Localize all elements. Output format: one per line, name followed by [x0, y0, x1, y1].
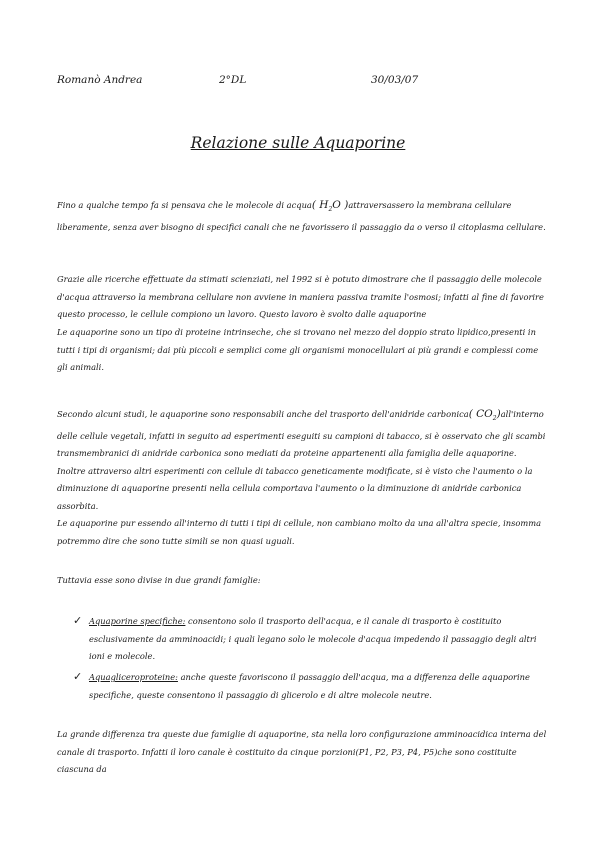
bullet-text: consentono solo il trasporto dell'acqua, e il canale di trasporto è costituito esclusivamente da amminoacidi; i quali legano solo le molecole d'acqua impedendo il passaggio degli altri ioni e molecole. [89, 616, 537, 662]
water-formula [311, 199, 349, 214]
list-item [73, 669, 544, 704]
bullet-term: Aquagliceroproteine: [89, 672, 178, 682]
document-title: Relazione sulle Aquaporine [190, 134, 406, 152]
paragraph-intro-text-a: Fino a qualche tempo fa si pensava che le molecole di acqua [57, 200, 312, 210]
water-formula-sub: 2 [328, 206, 333, 214]
paragraph-co2-text-a: Secondo alcuni studi, le aquaporine sono responsabili anche del trasporto dell'anidride carbonica [57, 409, 469, 419]
co2-formula-pre: ( CO [468, 408, 493, 420]
class-label: 2°DL [219, 74, 247, 86]
co2-formula-post: ) [496, 408, 501, 420]
co2-formula [468, 408, 501, 423]
bullet-text: anche queste favoriscono il passaggio dell'acqua, ma a differenza delle aquaporine specifiche, queste consentono il passaggio di glicerolo e di altre molecole neutre. [89, 672, 530, 700]
paragraph-intro-text-b: attraversassero la membrana cellulare liberamente, senza aver bisogno di specifici canali che ne favorissero il passaggio da o verso il citoplasma cellulare. [57, 200, 546, 232]
paragraph-similarity: Le aquaporine pur essendo all'interno di tutti i tipi di cellule, non cambiano molto da una all'altra specie, insomma potremmo dire che sono tutte simili se non quasi uguali. [57, 518, 542, 546]
paragraph-families: Tuttavia esse sono divise in due grandi famiglie: [57, 575, 261, 585]
paragraph-research: Grazie alle ricerche effettuate da stimati scienziati, nel 1992 si è potuto dimostrare che il passaggio delle molecole d'acqua attraverso la membrana cellulare non avviene in maniera passiva tramite l'osmosi; infatti al fine di favorire questo processo, le cellule compiono un lavoro. Questo lavoro è svolto dalle aquaporine [57, 274, 544, 320]
paragraph-intro [57, 197, 547, 236]
water-formula-pre: ( H [311, 199, 329, 211]
water-formula-post: O ) [332, 199, 349, 211]
paragraph-definition: Le aquaporine sono un tipo di proteine intrinseche, che si trovano nel mezzo del doppio strato lipidico,presenti in tutti i tipi di organismi; dai più piccoli e semplici come gli organismi monocellulari ai più grandi e complessi come gli animali. [57, 327, 539, 373]
date-label: 30/03/07 [371, 74, 419, 86]
bullet-term: Aquaporine specifiche: [89, 616, 186, 626]
co2-formula-sub: 2 [492, 415, 497, 423]
paragraph-differences: La grande differenza tra queste due famiglie di aquaporine, sta nella loro configurazione amminoacidica interna del canale di trasporto. Infatti il loro canale è costituito da cinque porzioni(P1, P2, P3, P4, P5)che sono costituite ciascuna da [57, 729, 547, 775]
checkmark-icon: ✓ [73, 670, 83, 683]
paragraph-co2-text-b: all'interno delle cellule vegetali, infatti in seguito ad esperimenti eseguiti su campioni di tabacco, si è osservato che gli scambi transmembranici di anidride carbonica sono mediati da proteine appartenenti alla famiglia delle aquaporine. Inoltre attraverso altri esperimenti con cellule di tabacco geneticamente modificate, si è visto che l'aumento o la diminuzione di aquaporine presenti nella cellula comportava l'aumento o la diminuzione di anidride carbonica assorbita. [57, 409, 546, 512]
author-name: Romanò Andrea [57, 74, 143, 86]
list-item [73, 613, 544, 666]
checkmark-icon: ✓ [73, 614, 83, 627]
paragraph-co2 [57, 406, 547, 516]
